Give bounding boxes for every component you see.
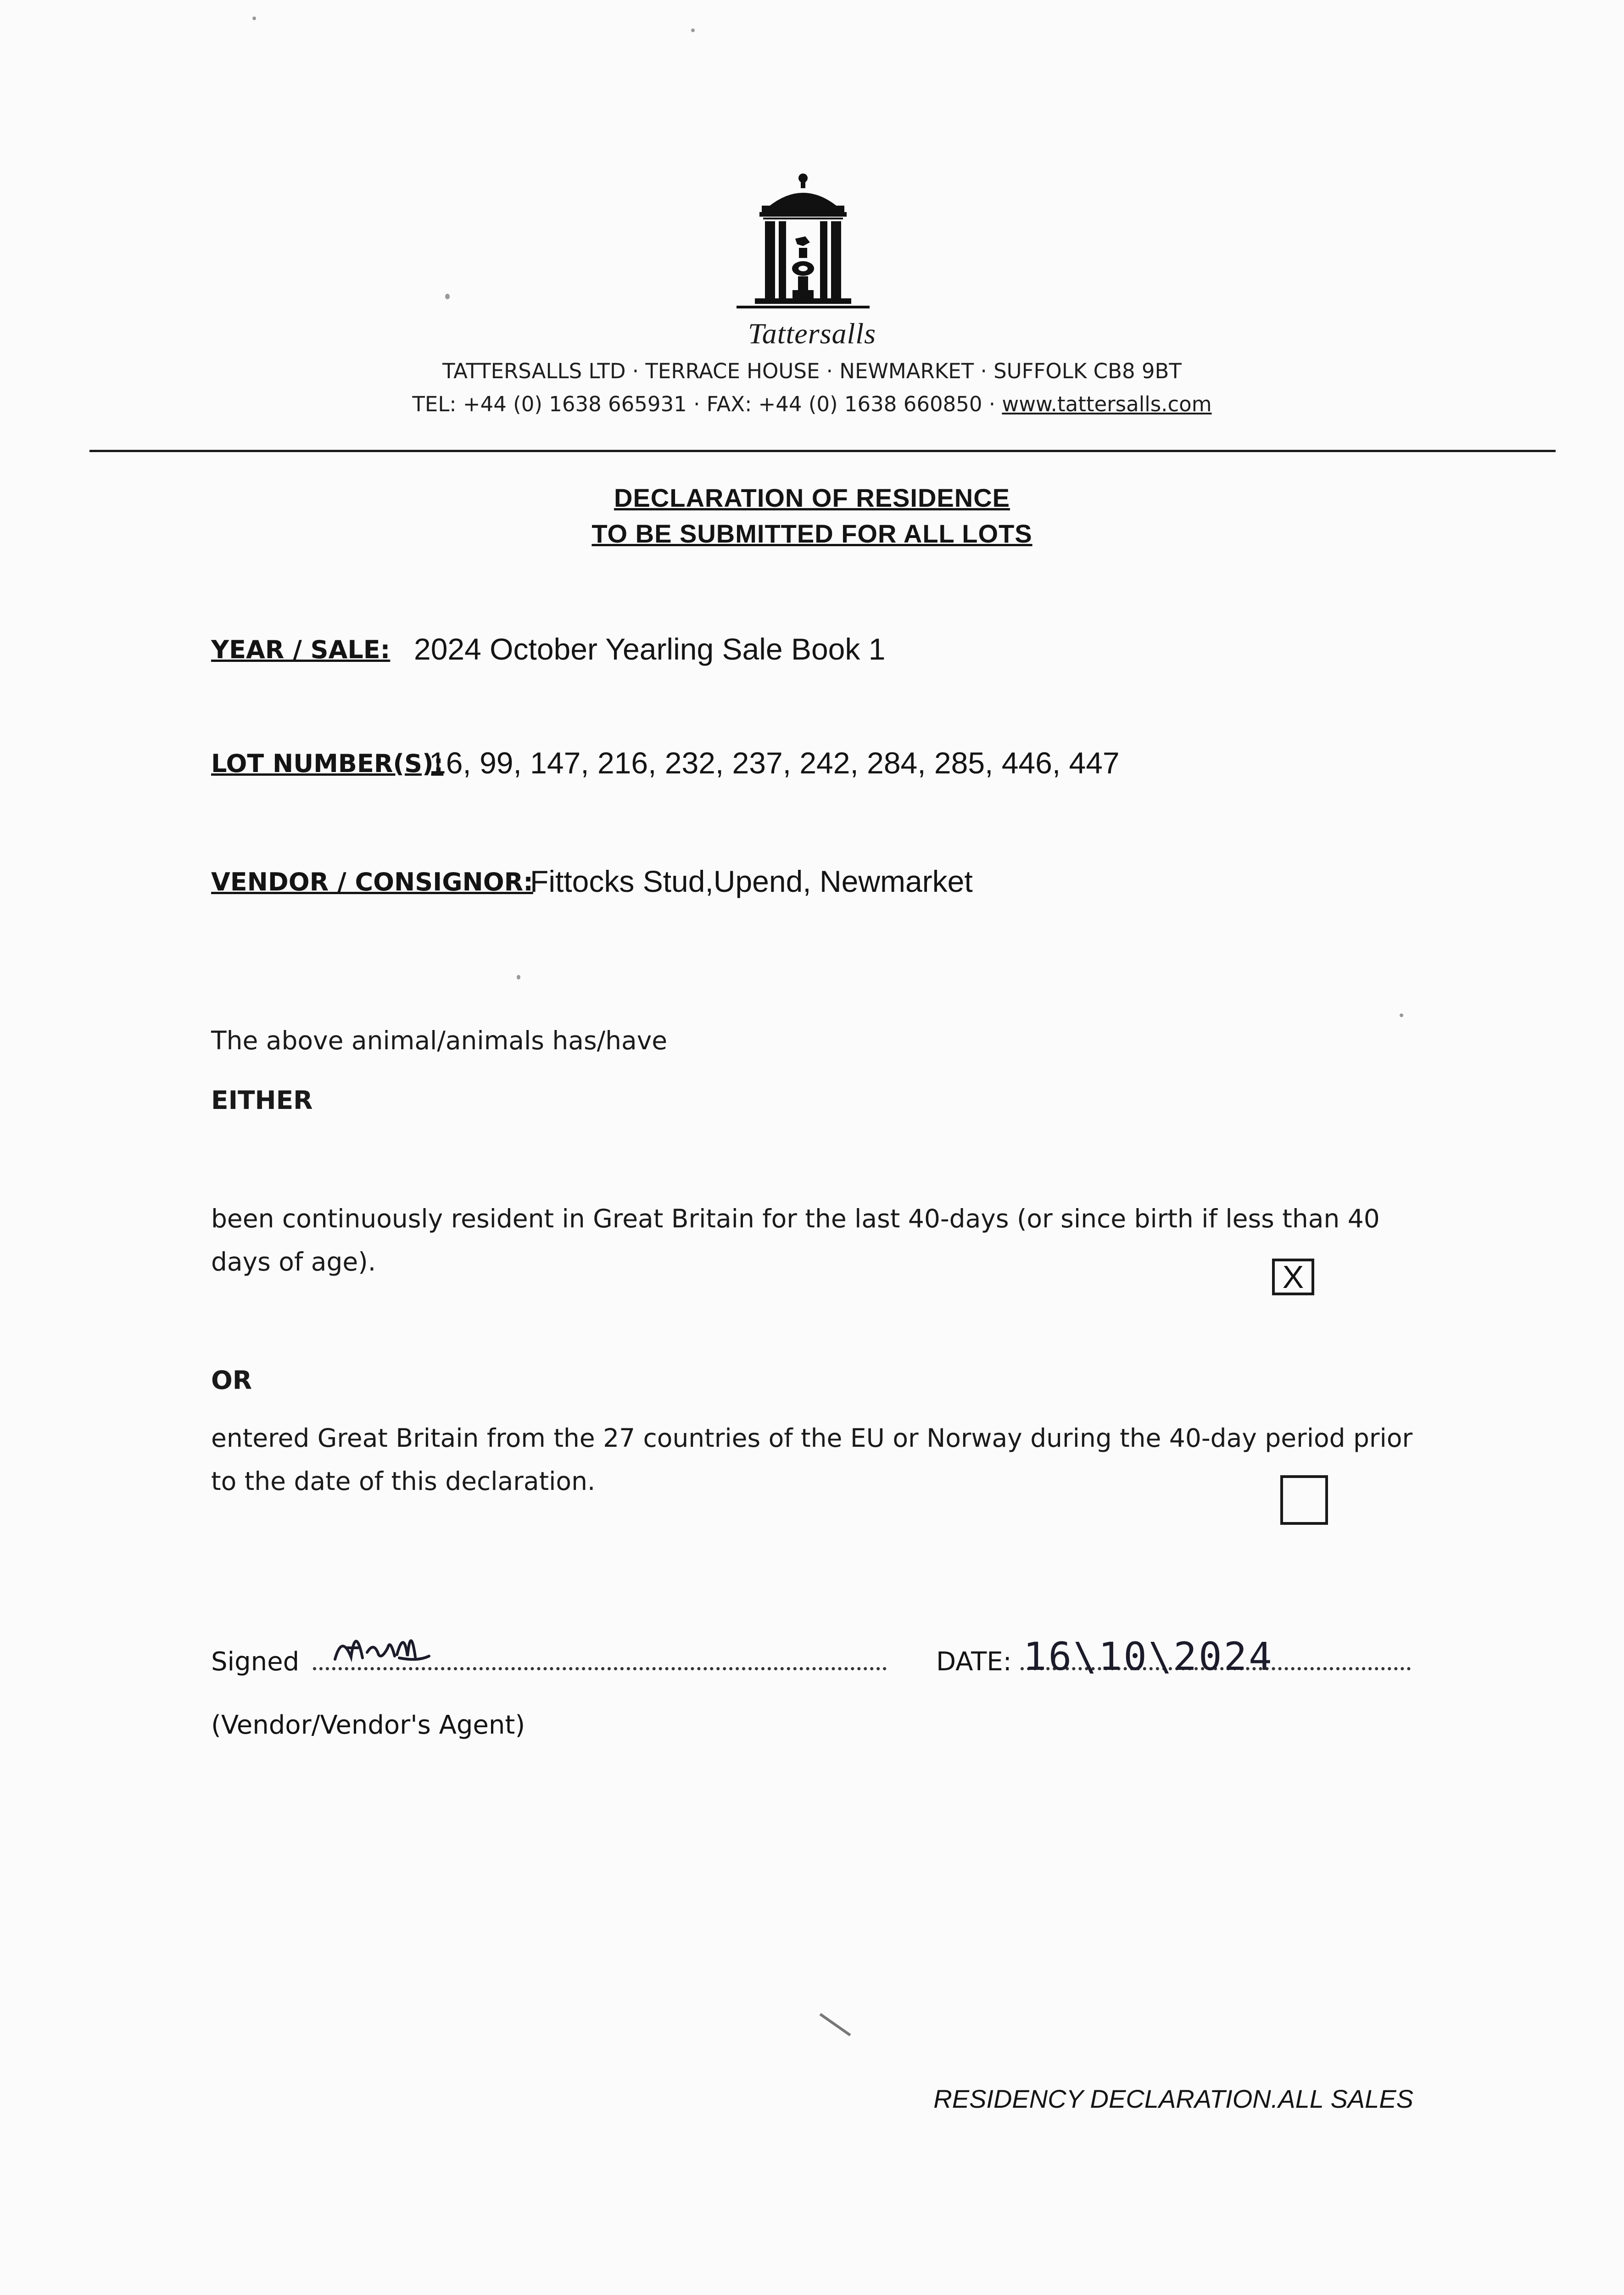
scan-speck [252, 17, 256, 20]
option2-text: entered Great Britain from the 27 countries of the EU or Norway during the 40-day period prior to the date of this declaration. [211, 1423, 1413, 1496]
scan-mark [820, 2013, 851, 2037]
scan-speck [691, 28, 695, 32]
year-sale-value: 2024 October Yearling Sale Book 1 [414, 632, 886, 666]
form-footer: RESIDENCY DECLARATION.ALL SALES [933, 2084, 1413, 2113]
option1-text: been continuously resident in Great Britain for the last 40-days (or since birth if less than 40 days of age). [211, 1204, 1380, 1276]
signed-label: Signed [211, 1647, 300, 1677]
or-label: OR [211, 1366, 252, 1395]
signed-row [211, 1647, 887, 1677]
date-label: DATE: [936, 1647, 1012, 1677]
form-title: DECLARATION OF RESIDENCE [614, 483, 1010, 512]
header-divider [89, 450, 1556, 452]
option2-checkbox[interactable] [1280, 1475, 1328, 1525]
phone-fax: TEL: +44 (0) 1638 665931 · FAX: +44 (0) 1638 660850 · [412, 392, 1002, 416]
company-contact [275, 392, 1349, 416]
vendor-label: VENDOR / CONSIGNOR: [211, 868, 533, 896]
option1-checkbox[interactable]: X [1272, 1259, 1314, 1295]
brand-name: Tattersalls [748, 317, 876, 350]
form-subtitle: TO BE SUBMITTED FOR ALL LOTS [592, 519, 1032, 548]
intro-text: The above animal/animals has/have [211, 1026, 668, 1055]
scan-speck [445, 294, 450, 299]
year-sale-label: YEAR / SALE: [211, 635, 391, 664]
vendor-value: Fittocks Stud,Upend, Newmarket [530, 864, 973, 898]
company-address: TATTERSALLS LTD · TERRACE HOUSE · NEWMARKET · SUFFOLK CB8 9BT [442, 359, 1182, 383]
lot-numbers-label: LOT NUMBER(S): [211, 749, 444, 778]
either-label: EITHER [211, 1086, 313, 1115]
scan-speck [1400, 1013, 1403, 1017]
tattersalls-logo [737, 170, 870, 321]
handwritten-date: 16\10\2024 [1023, 1634, 1274, 1679]
scan-speck [517, 975, 520, 980]
lot-numbers-value: 16, 99, 147, 216, 232, 237, 242, 284, 285, 446, 447 [429, 746, 1120, 780]
website-link[interactable]: www.tattersalls.com [1002, 392, 1212, 416]
signer-note: (Vendor/Vendor's Agent) [211, 1710, 525, 1740]
handwritten-signature [330, 1616, 441, 1675]
